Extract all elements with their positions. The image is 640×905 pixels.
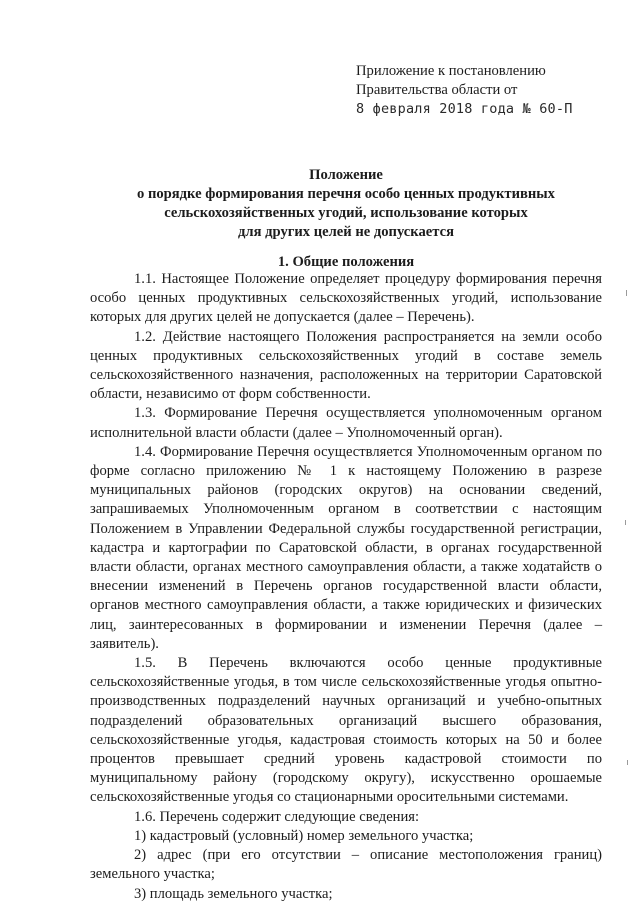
paragraph-1-6: 1.6. Перечень содержит следующие сведения: [134, 808, 420, 825]
list-item-3: 3) площадь земельного участка; [134, 885, 333, 902]
title-line-4: для других целей не допускается [238, 224, 454, 240]
scan-artifact-mark [627, 760, 628, 765]
title-line-2: о порядке формирования перечня особо ценных продуктивных [137, 186, 555, 202]
scan-artifact-mark [626, 290, 627, 296]
paragraph-1-3: 1.3. Формирование Перечня осуществляется уполномоченным органом исполнительной власти области (далее – Уполномоченный орган). [90, 405, 602, 441]
document-body [90, 270, 602, 904]
paragraph-1-1: 1.1. Настоящее Положение определяет процедуру формирования перечня особо ценных продуктивных сельскохозяйственных угодий, использование которых для других целей не допускается (далее – Перечень). [90, 271, 602, 326]
paragraph-1-2: 1.2. Действие настоящего Положения распространяется на земли особо ценных продуктивных сельскохозяйственных угодий в составе земель сельскохозяйственного назначения, расположенных на территории Саратовской области, независимо от форм собственности. [90, 328, 602, 403]
title-line-3: сельскохозяйственных угодий, использование которых [164, 205, 528, 221]
list-item-1: 1) кадастровый (условный) номер земельного участка; [134, 827, 474, 844]
approval-note [356, 62, 626, 119]
section-heading: 1. Общие положения [277, 254, 415, 270]
document-title [90, 166, 602, 242]
approval-line-1: Приложение к постановлению [356, 63, 546, 79]
approval-date-number: 8 февраля 2018 года № 60-П [356, 101, 573, 117]
paragraph-1-5: 1.5. В Перечень включаются особо ценные продуктивные сельскохозяйственные угодья, в том числе сельскохозяйственные угодья опытно-производственных подразделений научных организаций и учебно-опытных подразделений образовательных организаций высшего образования, сельскохозяйственные угодья, кадастровая стоимость которых на 50 и более процентов превышает средний уровень кадастровой стоимости по муниципальному району (городскому округу), искусственно орошаемые сельскохозяйственные угодья со стационарными оросительными системами. [90, 655, 602, 806]
scan-artifact-mark [625, 520, 626, 525]
paragraph-1-4: 1.4. Формирование Перечня осуществляется Уполномоченным органом по форме согласно приложению № 1 к настоящему Положению в разрезе муниципальных районов (городских округов) на основании сведений, запрашиваемых Уполномоченным органом в соответствии с настоящим Положением в Управлении Федеральной службы государственной регистрации, кадастра и картографии по Саратовской области, в органах государственной власти области, органах местного самоуправления области, а также ходатайств о внесении изменений в Перечень органов государственной власти области, органов местного самоуправления области, а также юридических и физических лиц, заинтересованных в формировании и изменении Перечня (далее – заявитель). [90, 443, 602, 652]
approval-line-2: Правительства области от [356, 82, 518, 98]
title-line-1: Положение [309, 167, 383, 183]
list-item-2: 2) адрес (при его отсутствии – описание местоположения границ) земельного участка; [90, 847, 602, 883]
